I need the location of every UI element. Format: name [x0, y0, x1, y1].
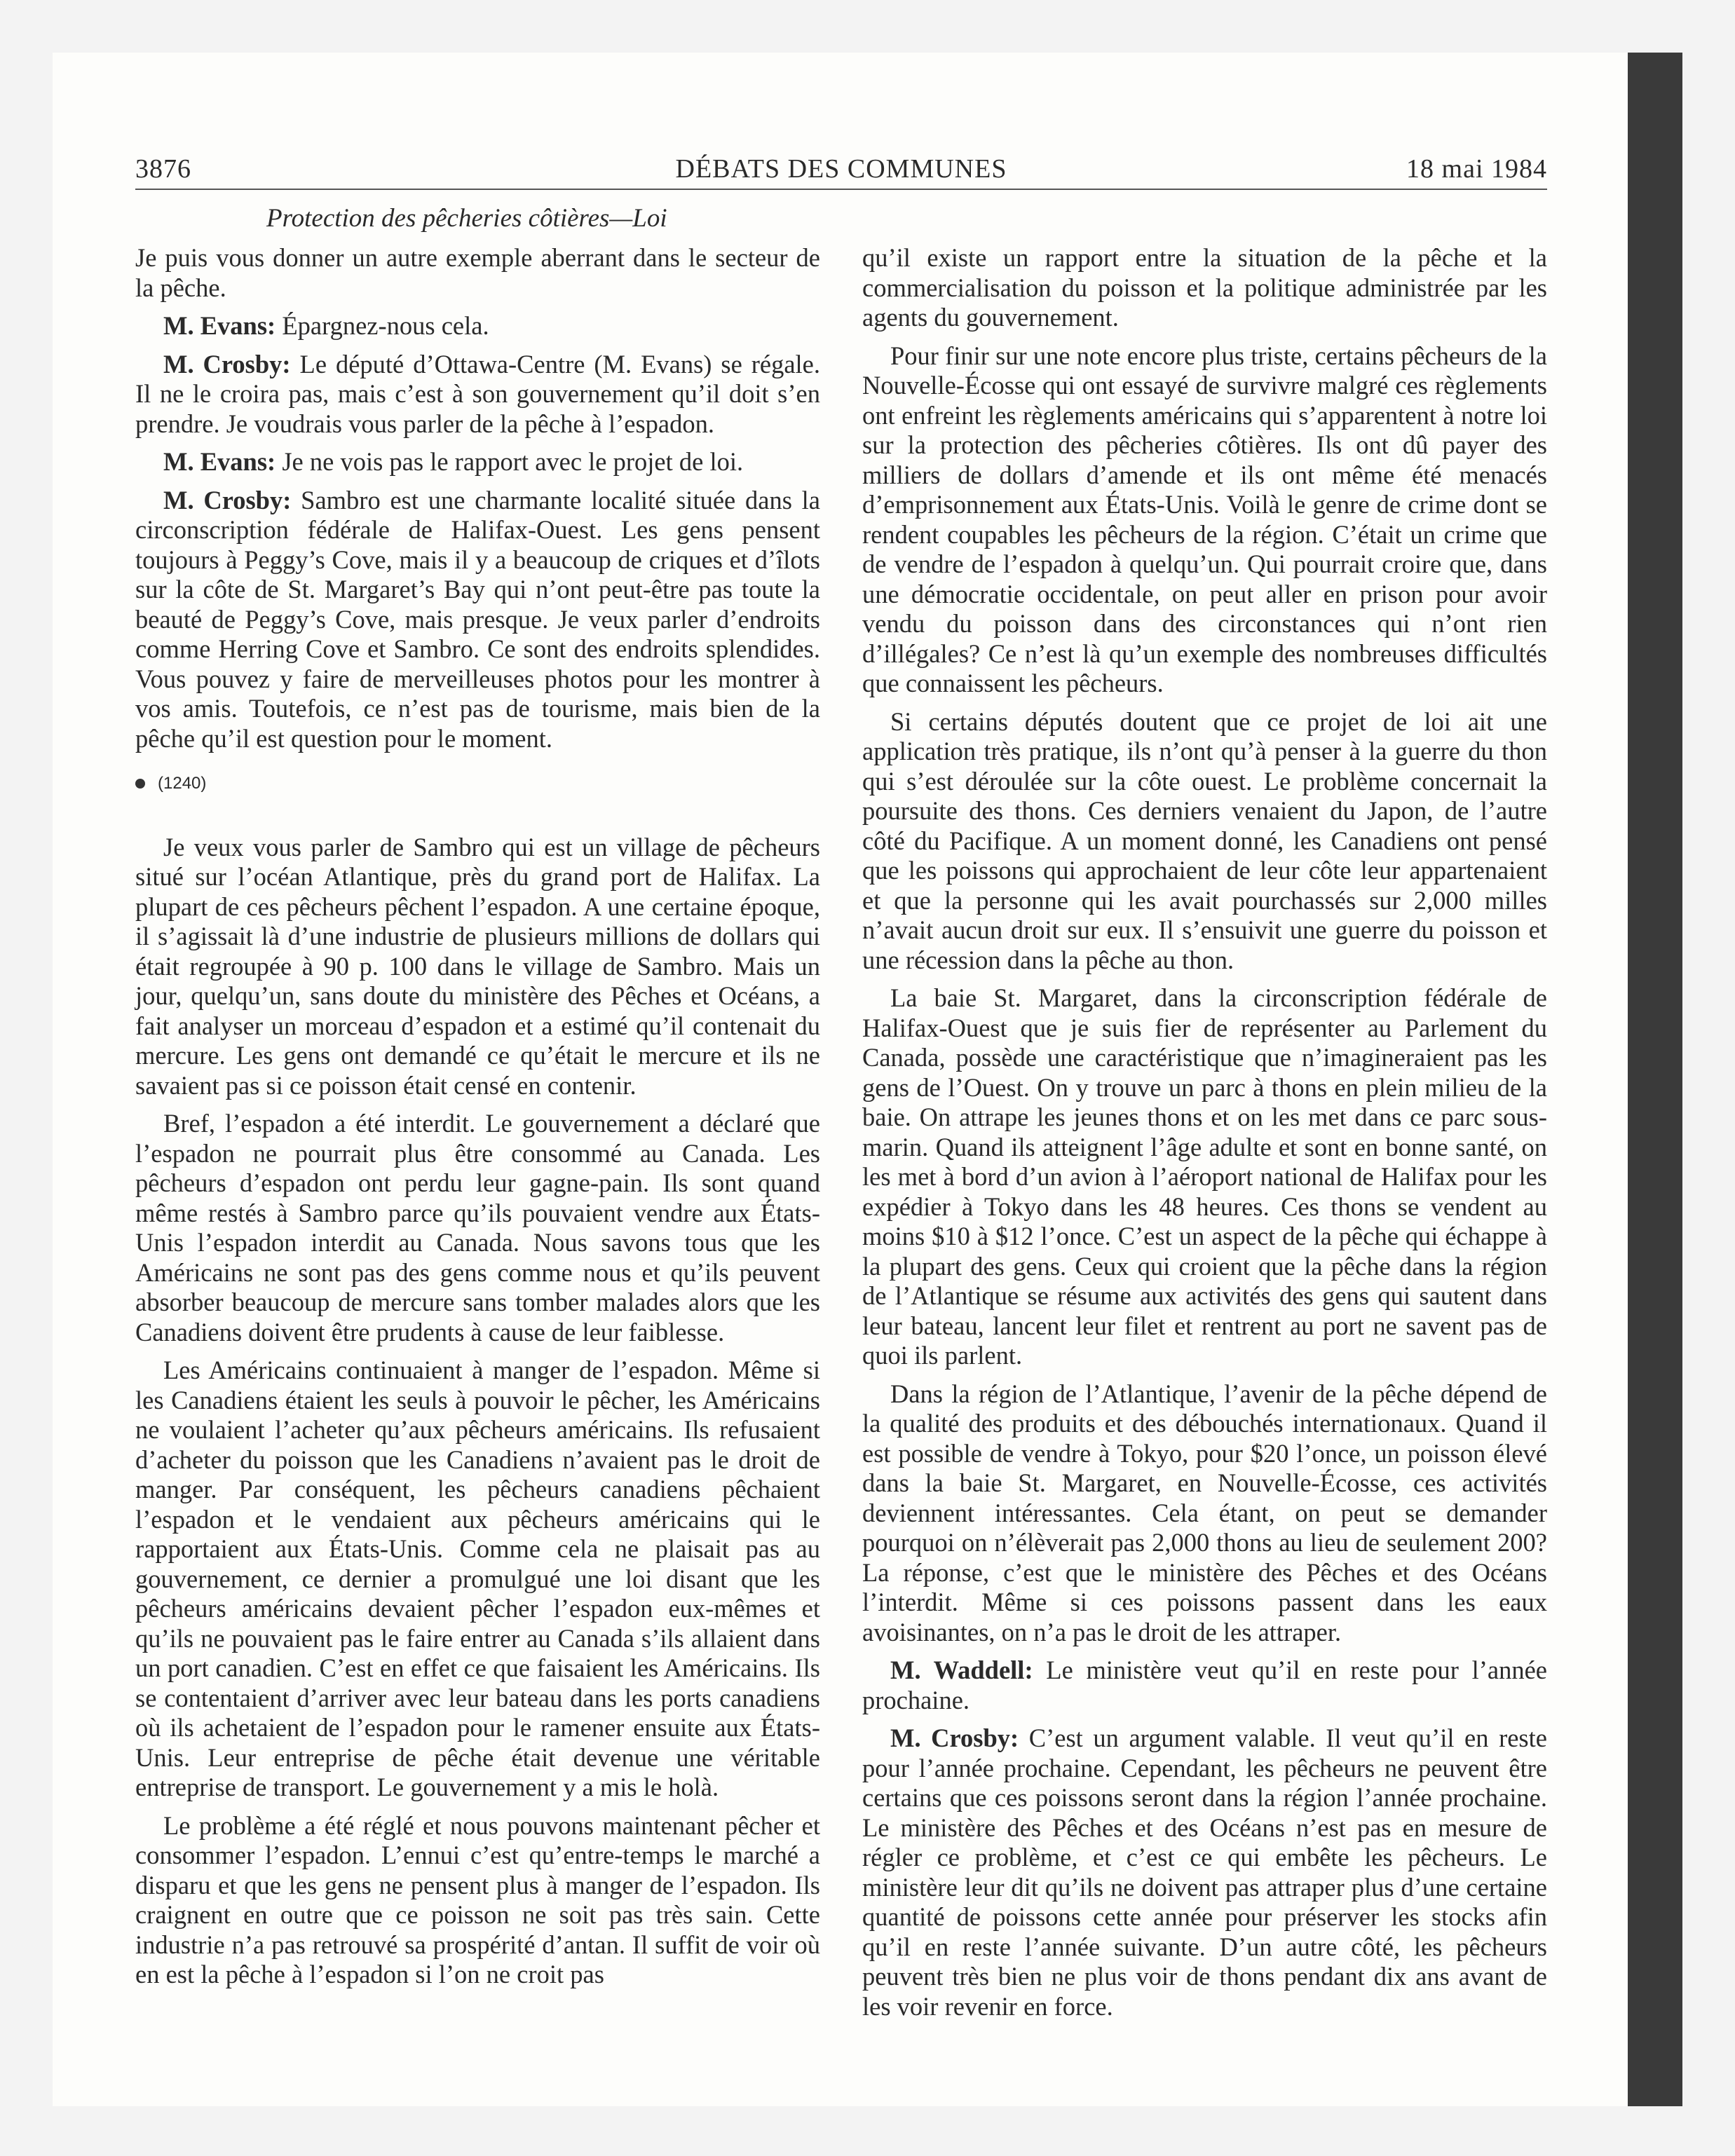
speaker-name: M. Crosby: — [890, 1724, 1019, 1752]
speech-paragraph — [135, 311, 820, 341]
speaker-name: M. Evans: — [163, 311, 276, 340]
speech-paragraph — [135, 486, 820, 754]
page-number: 3876 — [135, 154, 191, 184]
speech-paragraph — [135, 350, 820, 439]
paragraph: La baie St. Margaret, dans la circonscription fédérale de Halifax-Ouest que je suis fier de représenter au Parlement du Canada, possède une caractéristique que n’imagineraient pas les gens de l’Ouest. On y trouve un parc à thons en plein milieu de la baie. On attrape les jeunes thons et on les met dans ce parc sous-marin. Quand ils atteignent l’âge adulte et sont en bonne santé, on les met à bord d’un avion à l’aéroport national de Halifax pour les expédier à Tokyo dans les 48 heures. Ces thons se vendent au moins $10 à $12 l’once. C’est un aspect de la pêche qui échappe à la plupart des gens. Ceux qui croient que la pêche dans la région de l’Atlantique se résume aux activités des gens qui sautent dans leur bateau, lancent leur filet et rentrent au port ne savent pas de quoi ils parlent. — [862, 983, 1547, 1370]
speech-paragraph — [135, 447, 820, 477]
paragraph: Je puis vous donner un autre exemple aberrant dans le secteur de la pêche. — [135, 243, 820, 302]
paragraph: Le problème a été réglé et nous pouvons maintenant pêcher et consommer l’espadon. L’ennui c’est qu’entre-temps le marché a disparu et que les gens ne pensent plus à manger de l’espadon. Ils craignent en outre que ce poisson ne soit pas très sain. Cette industrie n’a pas retrouvé sa prospérité d’antan. Il suffit de voir où en est la pêche à l’espadon si l’on ne croit pas — [135, 1810, 820, 1988]
speaker-name: M. Evans: — [163, 447, 276, 476]
time-stamp-label: (1240) — [158, 774, 207, 793]
left-column — [135, 243, 820, 1998]
right-column — [862, 243, 1547, 2030]
paragraph: Je veux vous parler de Sambro qui est un village de pêcheurs situé sur l’océan Atlantique, près du grand port de Halifax. La plupart de ces pêcheurs pêchent l’espadon. A une certaine époque, il s’agissait là d’une industrie de plusieurs millions de dollars qui était regroupée à 90 p. 100 dans le village de Sambro. Mais un jour, quelqu’un, sans doute du ministère des Pêches et Océans, a fait analyser un morceau d’espadon et a estimé qu’il contenait du mercure. Les gens ont demandé ce qu’était le mercure et ils ne savaient pas si ce poisson était censé en contenir. — [135, 832, 820, 1100]
speech-text: Épargnez-nous cela. — [275, 311, 489, 340]
speech-text: Le ministère veut qu’il en reste pour l’année prochaine. — [862, 1656, 1547, 1714]
paragraph: Pour finir sur une note encore plus triste, certains pêcheurs de la Nouvelle-Écosse qui ont essayé de survivre malgré ces règlements ont enfreint les règlements américains qui s’apparentent à notre loi sur la protection des pêcheries côtières. Ils ont dû payer des milliers de dollars d’amende et ils ont même été menacés d’emprisonnement aux États-Unis. Voilà le genre de crime dont se rendent coupables les pêcheurs de la région. C’était un crime que de vendre de l’espadon à quelqu’un. Qui pourrait croire que, dans une démocratie occidentale, on peut aller en prison pour avoir vendu du poisson dans des circonstances qui n’ont rien d’illégales? Ce n’est là qu’un exemple des nombreuses difficultés que connaissent les pêcheurs. — [862, 341, 1547, 697]
section-subtitle: Protection des pêcheries côtières—Loi — [266, 204, 667, 233]
speech-text: Le député d’Ottawa-Centre (M. Evans) se régale. Il ne le croira pas, mais c’est à son gouvernement qu’il doit s’en prendre. Je voudrais vous parler de la pêche à l’espadon. — [135, 349, 820, 438]
speech-text: C’est un argument valable. Il veut qu’il en reste pour l’année prochaine. Cependant, les pêcheurs ne peuvent être certains que ces poissons seront dans la région l’année prochaine. Le ministère des Pêches et des Océans n’est pas en mesure de régler ce problème, et c’est ce qui embête les pêcheurs. Le ministère leur dit qu’ils ne doivent pas attraper plus d’une certaine quantité de poissons cette année pour préserver les stocks afin qu’il en reste l’année suivante. D’un autre côté, les pêcheurs peuvent très bien ne plus voir de thons pendant dix ans avant de les voir revenir en force. — [862, 1724, 1547, 2021]
paragraph: Si certains députés doutent que ce projet de loi ait une application très pratique, ils n’ont qu’à penser à la guerre du thon qui s’est déroulée sur la côte ouest. Le problème concernait la poursuite des thons. Ces derniers venaient du Japon, de l’autre côté du Pacifique. A un moment donné, les Canadiens ont pensé que les poissons qui approchaient de leur côte leur appartenaient et que la personne qui les avait pourchassés sur 2,000 milles n’avait aucun droit sur eux. Il s’ensuivit une guerre du poisson et une récession dans la pêche au thon. — [862, 707, 1547, 974]
speech-paragraph — [862, 1656, 1547, 1715]
speaker-name: M. Crosby: — [163, 485, 292, 514]
speech-text: Sambro est une charmante localité située dans la circonscription fédérale de Halifax-Ouest. Les gens pensent toujours à Peggy’s Cove, mais il y a beaucoup de criques et d’îlots sur la côte de St. Margaret’s Bay qui n’ont peut-être pas toute la beauté de Peggy’s Cove, mais presque. Je veux parler d’endroits comme Herring Cove et Sambro. Ce sont des endroits splendides. Vous pouvez y faire de merveilleuses photos pour les montrer à vos amis. Toutefois, ce n’est pas de tourisme, mais bien de la pêche qu’il est question pour le moment. — [135, 485, 820, 753]
page-header — [135, 149, 1547, 190]
speaker-name: M. Crosby: — [163, 349, 291, 378]
scan-edge — [1628, 53, 1682, 2106]
speech-text: Je ne vois pas le rapport avec le projet de loi. — [275, 447, 744, 476]
publication-date: 18 mai 1984 — [1406, 154, 1547, 184]
bullet-icon — [135, 779, 145, 789]
paragraph: qu’il existe un rapport entre la situation de la pêche et la commercialisation du poisson et la politique administrée par les agents du gouvernement. — [862, 243, 1547, 332]
speech-paragraph — [862, 1724, 1547, 2021]
paragraph: Bref, l’espadon a été interdit. Le gouvernement a déclaré que l’espadon ne pourrait plus être consommé au Canada. Les pêcheurs d’espadon ont perdu leur gagne-pain. Ils sont quand même restés à Sambro parce qu’ils pouvaient vendre aux États-Unis l’espadon interdit au Canada. Nous savons tous que les Américains ne sont pas des gens comme nous et qu’ils peuvent absorber beaucoup de mercure sans tomber malades alors que les Canadiens doivent être prudents à cause de leur faiblesse. — [135, 1109, 820, 1346]
time-stamp — [135, 769, 820, 799]
paragraph: Dans la région de l’Atlantique, l’avenir de la pêche dépend de la qualité des produits et des débouchés internationaux. Quand il est possible de vendre à Tokyo, pour $20 l’once, un poisson élevé dans la baie St. Margaret, en Nouvelle-Écosse, ces activités deviennent intéressantes. Cela étant, on peut se demander pourquoi on n’élèverait pas 2,000 thons au lieu de seulement 200? La réponse, c’est que le ministère des Pêches et des Océans l’interdit. Même si ces poissons passent dans les eaux avoisinantes, on n’a pas le droit de les attraper. — [862, 1379, 1547, 1646]
publication-title: DÉBATS DES COMMUNES — [675, 154, 1007, 184]
paragraph: Les Américains continuaient à manger de l’espadon. Même si les Canadiens étaient les seuls à pouvoir le pêcher, les Américains ne voulaient l’acheter qu’aux pêcheurs américains. Ils refusaient d’acheter du poisson que les Canadiens n’avaient pas le droit de manger. Par conséquent, les pêcheurs canadiens pêchaient l’espadon et le vendaient aux pêcheurs américains qui le rapportaient aux États-Unis. Comme cela ne plaisait pas au gouvernement, ce dernier a promulgué une loi disant que les pêcheurs américains devaient pêcher l’espadon eux-mêmes et qu’ils ne pouvaient pas le faire entrer au Canada s’ils allaient dans un port canadien. C’est en effet ce que faisaient les Américains. Ils se contentaient d’arriver avec leur bateau dans les ports canadiens où ils achetaient de l’espadon pour le ramener ensuite aux États-Unis. Leur entreprise de pêche était devenue une véritable entreprise de transport. Le gouvernement y a mis le holà. — [135, 1356, 820, 1801]
speaker-name: M. Waddell: — [890, 1656, 1033, 1684]
